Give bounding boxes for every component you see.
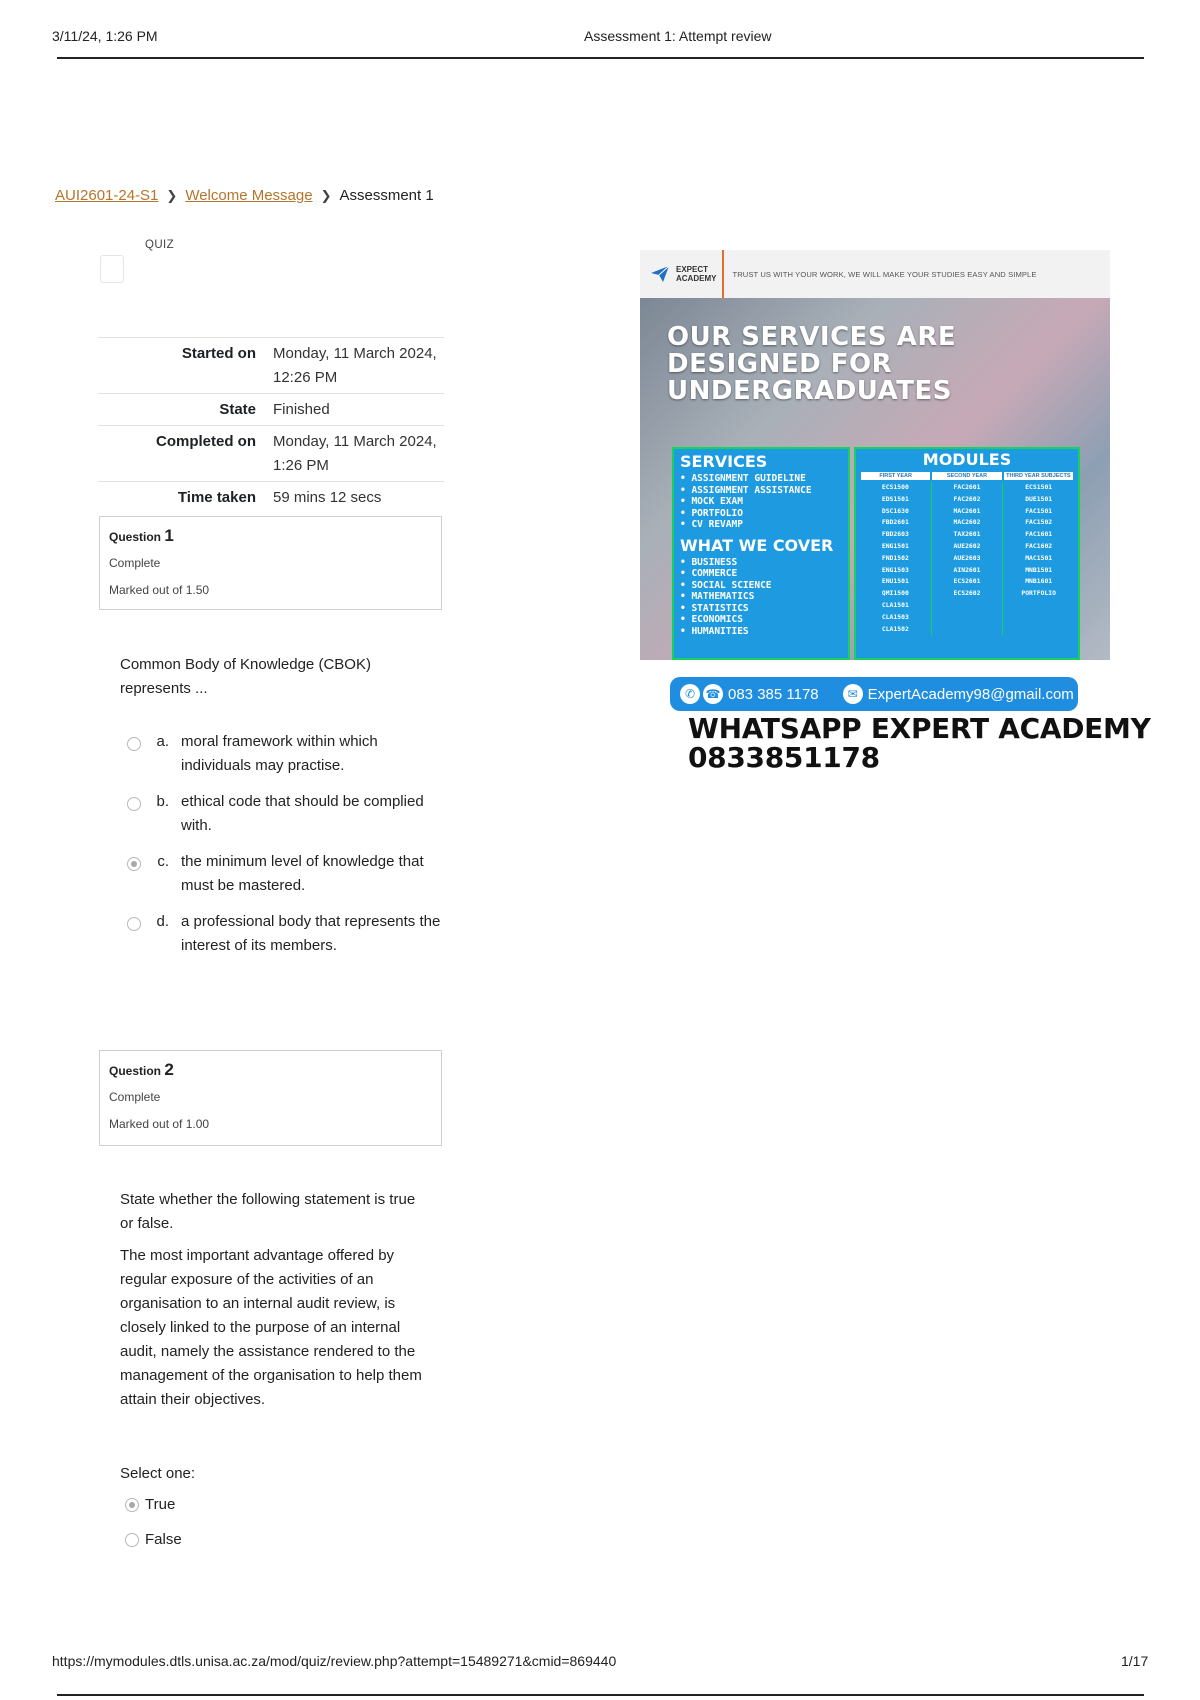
chevron-right-icon: ❯	[320, 187, 332, 203]
module-code: FAC1602	[1025, 541, 1053, 550]
summary-row	[98, 482, 444, 514]
breadcrumb-current: Assessment 1	[339, 187, 434, 204]
modules-columns	[860, 482, 1074, 635]
mail-icon: ✉	[843, 684, 863, 704]
module-code: DUE1501	[1025, 494, 1053, 503]
module-code: TAX2601	[953, 530, 981, 539]
answer-letter: b.	[156, 793, 169, 810]
whatsapp-promo: WHATSAPP EXPERT ACADEMY 0833851178	[688, 712, 1151, 774]
question-2-info	[99, 1050, 442, 1146]
advert-modules-panel	[854, 447, 1080, 660]
activity-type-label: QUIZ	[145, 239, 175, 251]
services-title: SERVICES	[680, 452, 768, 471]
answer-option[interactable]	[127, 790, 447, 838]
advert-phone: 083 385 1178	[728, 685, 819, 703]
module-code: CLA1503	[881, 612, 909, 621]
answer-option-selected[interactable]	[127, 850, 447, 898]
header-divider	[57, 57, 1144, 59]
summary-label: Time taken	[177, 489, 256, 506]
module-code: FAC1501	[1025, 506, 1053, 515]
module-code: AIN2601	[953, 565, 981, 574]
breadcrumb-course-link[interactable]: AUI2601-24-S1	[55, 187, 159, 204]
modules-column-3	[1003, 482, 1074, 635]
print-title: Assessment 1: Attempt review	[584, 28, 772, 44]
advert-banner	[640, 250, 1110, 660]
question-mark: Marked out of 1.00	[109, 1117, 210, 1131]
modules-headers: FIRST YEAR SECOND YEAR THIRD YEAR SUBJECTS	[860, 472, 1074, 480]
answer-option[interactable]	[127, 910, 447, 958]
radio-button-selected[interactable]	[127, 857, 141, 871]
radio-button[interactable]	[127, 737, 141, 751]
answer-text: a professional body that represents the interest of its members.	[181, 913, 441, 954]
advert-logo	[640, 250, 724, 298]
chevron-right-icon: ❯	[166, 187, 178, 203]
module-code: FAC1601	[1025, 530, 1053, 539]
cover-title: WHAT WE COVER	[680, 535, 834, 555]
paper-plane-icon	[650, 264, 670, 284]
advert-email: ExpertAcademy98@gmail.com	[867, 685, 1074, 703]
breadcrumb-welcome-link[interactable]: Welcome Message	[185, 187, 313, 204]
radio-button[interactable]	[125, 1533, 139, 1547]
module-code: ECS2601	[953, 577, 981, 586]
summary-label: Completed on	[156, 433, 256, 450]
answer-text: the minimum level of knowledge that must be mastered.	[181, 853, 424, 894]
answer-letter: c.	[157, 853, 169, 870]
advert-services-panel	[672, 447, 850, 660]
module-code: ENG1501	[881, 541, 909, 550]
module-code: FND1502	[881, 553, 909, 562]
summary-value: Monday, 11 March 2024, 1:26 PM	[273, 433, 437, 474]
module-code: EDS1501	[881, 494, 909, 503]
module-code: AUE2602	[953, 541, 981, 550]
quiz-icon	[100, 255, 124, 283]
advert-contact-bar	[670, 677, 1078, 711]
module-code: ECS2602	[953, 589, 981, 598]
print-footer-url: https://mymodules.dtls.unisa.ac.za/mod/quiz/review.php?attempt=15489271&cmid=869440	[52, 1653, 617, 1669]
question-1-text: Common Body of Knowledge (CBOK) represents ...	[120, 656, 371, 697]
module-code: AUE2603	[953, 553, 981, 562]
module-code: PORTFOLIO	[1021, 589, 1056, 598]
summary-label: State	[219, 401, 256, 418]
module-code: ENU1501	[881, 577, 909, 586]
advert-logo-text: EXPECT ACADEMY	[676, 265, 717, 283]
select-one-label: Select one:	[120, 1465, 196, 1482]
radio-button[interactable]	[127, 917, 141, 931]
whatsapp-icon: ☎	[703, 684, 723, 704]
answer-text: moral framework within which individuals may practise.	[181, 733, 378, 774]
module-code: QMI1500	[881, 589, 909, 598]
module-code: MAC2602	[953, 518, 981, 527]
breadcrumb	[55, 187, 434, 204]
question-number: Question 2	[109, 1060, 174, 1079]
answer-text: ethical code that should be complied with.	[181, 793, 424, 834]
question-1-info	[99, 516, 442, 610]
module-code: FAC2602	[953, 494, 981, 503]
modules-title: MODULES	[922, 450, 1012, 469]
radio-button[interactable]	[127, 797, 141, 811]
advert-headline: OUR SERVICES ARE DESIGNED FOR UNDERGRADUATES	[667, 322, 957, 406]
print-footer-page: 1/17	[1121, 1653, 1149, 1669]
summary-row	[98, 394, 444, 426]
answer-option-selected[interactable]	[125, 1496, 175, 1513]
summary-label: Started on	[181, 345, 256, 362]
module-code: ENG1503	[881, 565, 909, 574]
modules-column-2	[932, 482, 1004, 635]
print-date: 3/11/24, 1:26 PM	[52, 28, 158, 44]
services-list: • ASSIGNMENT GUIDELINE • ASSIGNMENT ASSISTANCE • MOCK EXAM • PORTFOLIO • CV REVAMP	[680, 473, 812, 530]
advert-topbar	[640, 250, 1110, 298]
module-code: FBD2601	[881, 518, 909, 527]
question-mark: Marked out of 1.50	[109, 583, 210, 597]
module-code: MAC2601	[953, 506, 981, 515]
advert-tagline: TRUST US WITH YOUR WORK, WE WILL MAKE YOUR STUDIES EASY AND SIMPLE	[732, 269, 1037, 279]
answer-text: False	[145, 1531, 182, 1548]
radio-button-selected[interactable]	[125, 1498, 139, 1512]
summary-value: Monday, 11 March 2024, 12:26 PM	[273, 345, 437, 386]
module-code: DSC1630	[881, 506, 909, 515]
module-code: FAC1502	[1025, 518, 1053, 527]
answer-letter: a.	[156, 733, 169, 750]
question-2-statement: The most important advantage offered by regular exposure of the activities of an organisation to an internal audit review, is closely linked to the purpose of an internal audit, namely the assistance rendered to the management of the organisation to help them attain their objectives.	[120, 1247, 422, 1408]
module-code: ECS1500	[881, 483, 909, 491]
modules-column-1	[860, 482, 932, 635]
summary-value: 59 mins 12 secs	[273, 489, 382, 506]
module-code: MNB1501	[1025, 565, 1053, 574]
cover-list: • BUSINESS • COMMERCE • SOCIAL SCIENCE • MATHEMATICS • STATISTICS • ECONOMICS • HUMANITIES	[680, 556, 772, 637]
summary-row	[98, 338, 444, 394]
module-code: FAC2601	[953, 483, 981, 491]
module-code: ECS1501	[1025, 483, 1053, 491]
summary-value: Finished	[273, 401, 330, 418]
question-2-text: State whether the following statement is true or false.	[120, 1191, 416, 1232]
question-state: Complete	[109, 1090, 161, 1104]
answer-option[interactable]	[125, 1531, 182, 1548]
answer-text: True	[145, 1496, 176, 1513]
phone-icon: ✆	[680, 684, 700, 704]
summary-row	[98, 426, 444, 482]
module-code: CLA1502	[881, 624, 909, 633]
module-code: CLA1501	[881, 600, 909, 609]
footer-divider	[57, 1694, 1144, 1696]
answer-letter: d.	[156, 913, 169, 930]
answer-option[interactable]	[127, 730, 447, 778]
module-code: MAC1501	[1025, 553, 1053, 562]
module-code: MNB1601	[1025, 577, 1053, 586]
question-number: Question 1	[109, 526, 174, 545]
attempt-summary-table	[98, 337, 444, 513]
question-1-answers	[127, 730, 447, 970]
question-state: Complete	[109, 556, 161, 570]
module-code: FBD2603	[881, 530, 909, 539]
